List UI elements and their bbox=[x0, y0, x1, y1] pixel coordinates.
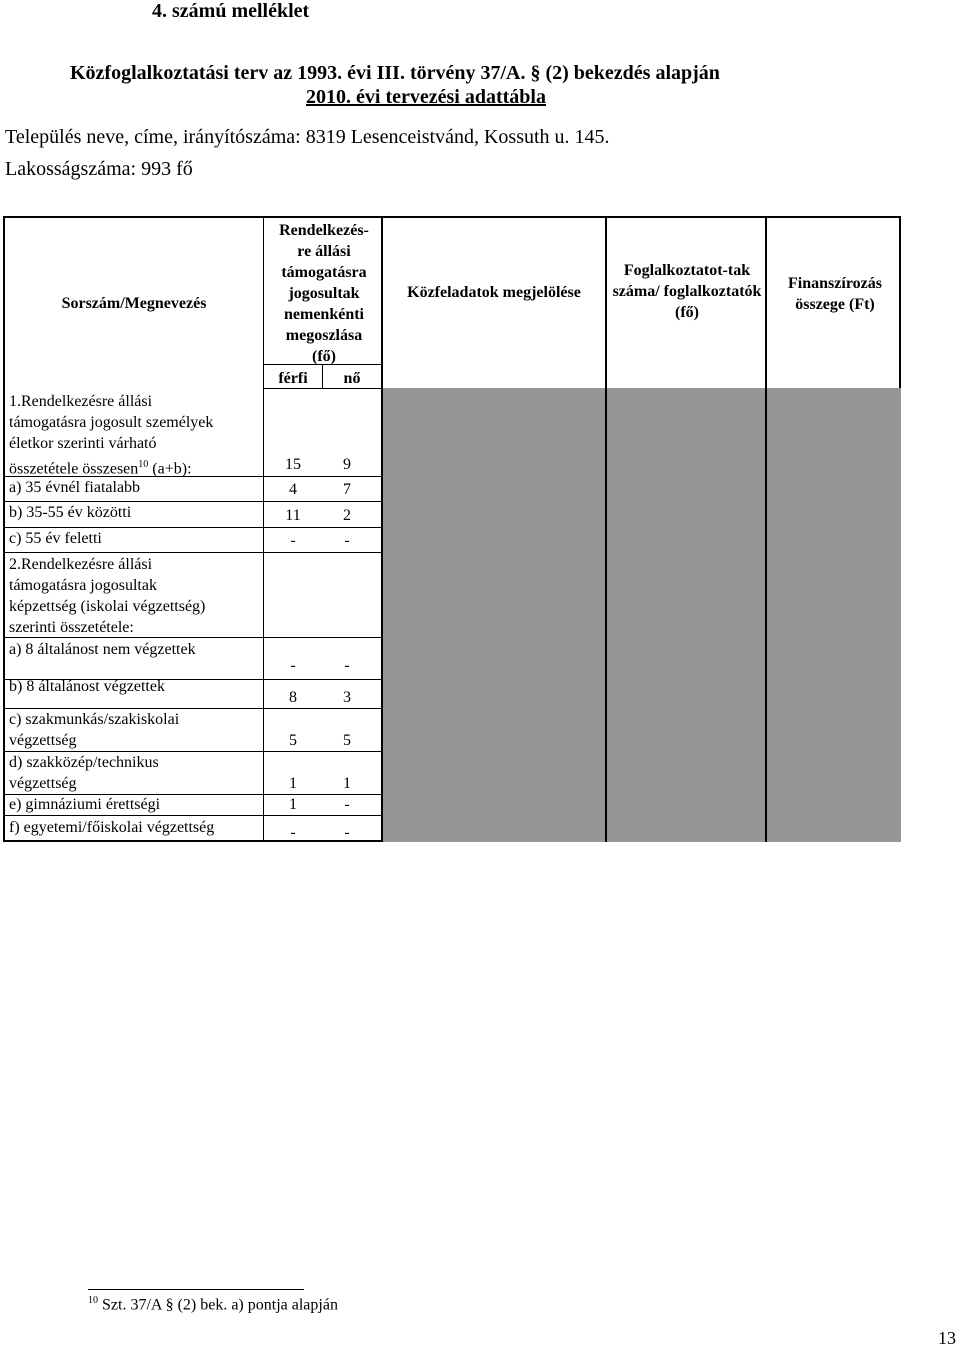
edu-row-a-male: - bbox=[290, 657, 296, 674]
edu-row-c-label2: végzettség bbox=[9, 732, 77, 749]
document-title: Közfoglalkoztatási terv az 1993. évi III. törvény 37/A. § (2) bekezdés alapján bbox=[70, 62, 720, 84]
edu-row-d-label1: d) szakközép/technikus bbox=[9, 754, 159, 771]
section1-title-line2: támogatásra jogosult személyek bbox=[9, 414, 214, 431]
age-row-a-label: a) 35 évnél fiatalabb bbox=[9, 479, 141, 496]
age-row-a-male: 4 bbox=[289, 481, 297, 498]
header-public-tasks: Közfeladatok megjelölése bbox=[407, 284, 581, 301]
edu-row-d-label2: végzettség bbox=[9, 775, 77, 792]
header-female: nő bbox=[343, 370, 361, 387]
age-row-c-label: c) 55 év feletti bbox=[9, 530, 102, 547]
settlement-info: Település neve, címe, irányítószáma: 8319 Lesenceistvánd, Kossuth u. 145. bbox=[5, 126, 610, 148]
header-employed-count: Foglalkoztatot-tak száma/ foglalkoztatók (fő) bbox=[612, 262, 762, 321]
age-row-b-male: 11 bbox=[285, 507, 301, 524]
edu-row-b-female: 3 bbox=[343, 689, 351, 706]
footnote-ref: 10 bbox=[138, 459, 149, 470]
age-row-a-female: 7 bbox=[343, 481, 351, 498]
edu-row-f-male: - bbox=[290, 824, 296, 841]
section2-title-line2: támogatásra jogosultak bbox=[9, 577, 157, 594]
header-gender-split: Rendelkezés-re állási támogatásra jogosultak nemenkénti megoszlása (fő) bbox=[279, 222, 369, 365]
planning-data-table bbox=[3, 216, 901, 842]
header-male: férfi bbox=[278, 370, 308, 387]
edu-row-e-male: 1 bbox=[289, 796, 297, 813]
edu-row-a-label: a) 8 általánost nem végzettek bbox=[9, 641, 196, 658]
edu-row-c-male: 5 bbox=[289, 732, 297, 749]
age-row-c-male: - bbox=[290, 532, 296, 549]
age-row-b-female: 2 bbox=[343, 507, 351, 524]
edu-row-b-label: b) 8 általánost végzettek bbox=[9, 678, 165, 695]
footnote-separator bbox=[88, 1289, 304, 1290]
hline-r4 bbox=[5, 552, 381, 553]
edu-row-d-female: 1 bbox=[343, 775, 351, 792]
vline-col4 bbox=[765, 218, 767, 842]
section1-title-line4 bbox=[9, 454, 192, 479]
section1-title-line3: életkor szerinti várható bbox=[9, 435, 157, 452]
edu-row-f-female: - bbox=[344, 824, 350, 841]
edu-row-e-label: e) gimnáziumi érettségi bbox=[9, 796, 161, 813]
edu-row-c-label1: c) szakmunkás/szakiskolai bbox=[9, 711, 180, 728]
vline-col1 bbox=[263, 218, 264, 842]
footnote-text: Szt. 37/A § (2) bek. a) pontja alapján bbox=[98, 1296, 338, 1314]
edu-row-d-male: 1 bbox=[289, 775, 297, 792]
footnote bbox=[88, 1295, 338, 1314]
edu-row-c-female: 5 bbox=[343, 732, 351, 749]
section1-total-female: 9 bbox=[343, 456, 351, 473]
shaded-area-col4 bbox=[607, 388, 765, 842]
hline-r10 bbox=[5, 815, 381, 816]
header-sorszam: Sorszám/Megnevezés bbox=[61, 295, 207, 312]
edu-row-f-label: f) egyetemi/főiskolai végzettség bbox=[9, 819, 215, 836]
age-row-b-label: b) 35-55 év közötti bbox=[9, 504, 132, 521]
section2-title-line4: szerinti összetétele: bbox=[9, 619, 134, 636]
section2-title-line1: 2.Rendelkezésre állási bbox=[9, 556, 153, 573]
section1-title-line1: 1.Rendelkezésre állási bbox=[9, 393, 153, 410]
section2-title-line3: képzettség (iskolai végzettség) bbox=[9, 598, 206, 615]
vline-col2 bbox=[381, 218, 383, 842]
annex-title: 4. számú melléklet bbox=[152, 0, 310, 22]
page-number: 13 bbox=[938, 1328, 956, 1348]
section1-total-label: összetétele összesen bbox=[9, 460, 139, 478]
vline-col3 bbox=[605, 218, 607, 842]
section1-total-suffix: (a+b): bbox=[148, 460, 192, 478]
population-info: Lakosságszáma: 993 fő bbox=[5, 158, 193, 180]
footnote-marker: 10 bbox=[88, 1295, 98, 1306]
section1-total-male: 15 bbox=[285, 456, 301, 473]
document-subtitle bbox=[0, 86, 852, 109]
edu-row-b-male: 8 bbox=[289, 689, 297, 706]
shaded-area-col3 bbox=[383, 388, 605, 842]
age-row-c-female: - bbox=[344, 532, 350, 549]
header-financing: Finanszírozás összege (Ft) bbox=[788, 275, 882, 313]
subtitle-text: 2010. évi tervezési adattábla bbox=[306, 86, 546, 108]
edu-row-e-female: - bbox=[344, 796, 350, 813]
edu-row-a-female: - bbox=[344, 657, 350, 674]
shaded-area-col5 bbox=[767, 388, 901, 842]
